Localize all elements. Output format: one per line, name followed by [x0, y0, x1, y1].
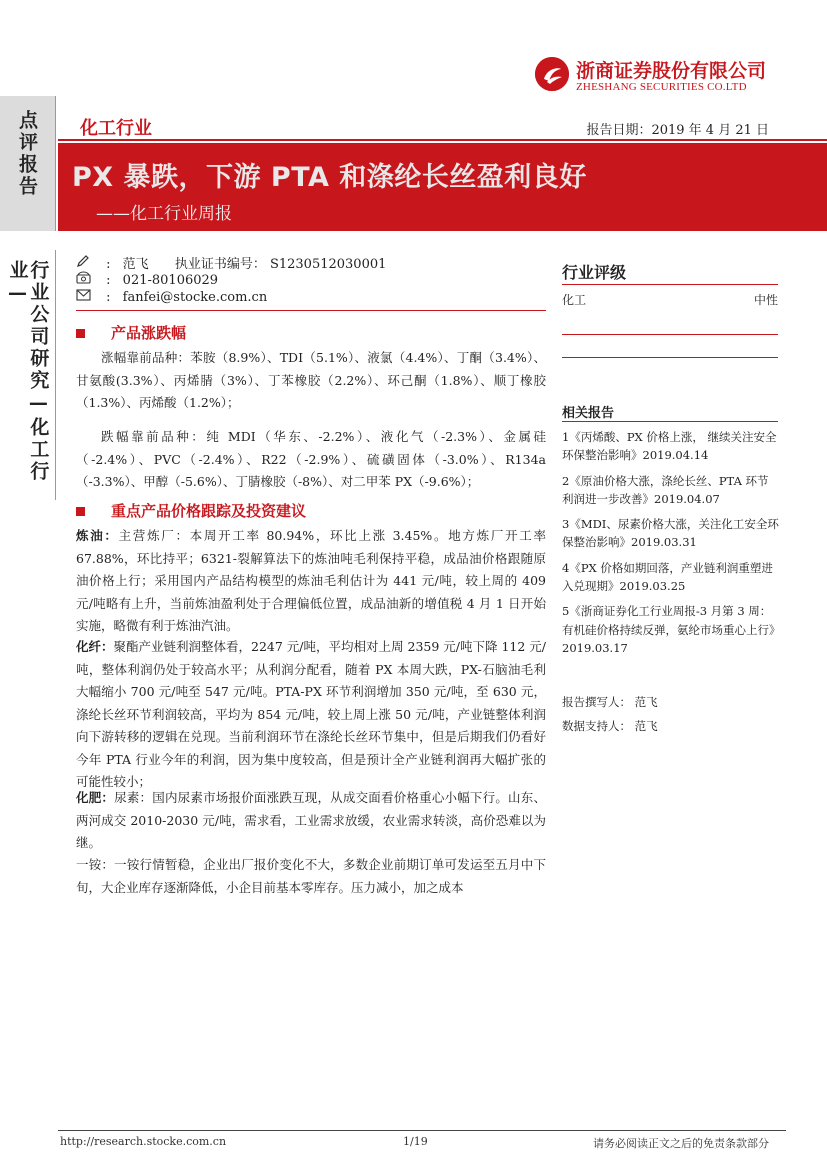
data-support: 数据支持人： 范飞: [562, 719, 658, 733]
fertilizer-paragraph: 化肥：尿素：国内尿素市场报价面涨跌互现，从成交面看价格重心小幅下行。山东、两河成交 2010-2030 元/吨，需求看，工业需求放缓，农业需求转淡，高价恐难以为继。: [76, 790, 546, 850]
related-report-item[interactable]: 4《PX 价格如期回落，产业链利润重塑进入兑现期》2019.03.25: [562, 560, 773, 594]
gainers-paragraph: 涨幅靠前品种：苯胺（8.9%）、TDI（5.1%）、液氯（4.4%）、丁酮（3.4%）、甘氨酸(3.3%）、丙烯腈（3%）、丁苯橡胶（2.2%）、环己酮（1.8%）、顺丁橡胶（1.3%）、丙烯酸（1.2%）；: [76, 350, 546, 410]
related-reports-title: 相关报告: [562, 406, 615, 421]
phone-number: 021-80106029: [122, 273, 219, 288]
refining-lead: 炼油：: [76, 528, 119, 543]
report-writer: 报告撰写人： 范飞: [562, 695, 658, 709]
fiber-lead: 化纤：: [76, 639, 114, 654]
license-number: 执业证书编号： S1230512030001: [174, 257, 387, 272]
page-number: 1/19: [403, 1135, 428, 1148]
industry-name: 化工行业: [80, 118, 152, 139]
fertilizer-lead: 化肥：: [76, 790, 115, 805]
section-heading-price-change: 产品涨跌幅: [76, 322, 186, 343]
email-row: : fanfei@stocke.com.cn: [76, 289, 267, 305]
header-divider: [58, 139, 827, 141]
analyst-name: 范飞: [122, 257, 149, 272]
footer-disclaimer: 请务必阅读正文之后的免责条款部分: [593, 1137, 769, 1150]
author-block: [562, 690, 658, 738]
rating-rule-2: [562, 334, 778, 335]
rating-row: [562, 291, 778, 308]
report-subtitle: ——化工行业周报: [96, 204, 232, 224]
analyst-row: : 范飞 执业证书编号： S1230512030001: [76, 253, 386, 272]
envelope-icon: [76, 289, 98, 305]
refining-paragraph: 炼油：主营炼厂：本周开工率 80.94%，环比上涨 3.45%。地方炼厂开工率 67.88%，环比持平；6321-裂解算法下的炼油吨毛利保持平稳，成品油价格跟随原油价格上行；采用国内产品结构模型的炼油毛利估计为 441 元/吨，较上周的 409 元/吨略有上升，当前炼油盈利处于合理偏低位置，成品油新的增值税 4 月 1 日开始实施，略微有利于炼油汽油。: [76, 528, 546, 633]
map-paragraph: 一铵：一铵行情暂稳，企业出厂报价变化不大，多数企业前期订单可发运至五月中下旬，大企业库存逐渐降低，小企目前基本零库存。压力减小，加之成本: [76, 857, 546, 895]
company-name-cn: 浙商证券股份有限公司: [576, 60, 767, 82]
rating-value: 中性: [753, 293, 778, 307]
related-report-item[interactable]: 2《原油价格大涨，涤纶长丝、PTA 环节利润进一步改善》2019.04.07: [562, 473, 769, 506]
report-date: 报告日期：2019 年 4 月 21 日: [586, 123, 769, 138]
related-reports-list: [562, 428, 780, 664]
rating-title: 行业评级: [562, 263, 627, 282]
rating-divider: [562, 284, 778, 285]
related-report-item[interactable]: 3《MDI、尿素价格大涨，关注化工安全环保整治影响》2019.03.31: [562, 517, 779, 550]
related-report-item[interactable]: 5《浙商证券化工行业周报-3 月第 3 周：有机硅价格持续反弹，氨纶市场重心上行》2019.03.17: [562, 604, 775, 655]
side-tab-review-label: 点评报告: [16, 110, 38, 198]
footer-divider: [58, 1130, 786, 1131]
contact-divider: [76, 310, 546, 311]
phone-row: : 021-80106029: [76, 271, 218, 288]
email-address[interactable]: fanfei@stocke.com.cn: [122, 290, 268, 305]
side-tab-review: [0, 96, 56, 231]
related-divider: [562, 421, 778, 422]
pen-icon: [76, 254, 98, 272]
report-title: PX 暴跌，下游 PTA 和涤纶长丝盈利良好: [72, 162, 587, 193]
side-tab-category: [0, 250, 56, 500]
phone-icon: [76, 271, 98, 288]
related-report-item[interactable]: 1《丙烯酸、PX 价格上涨， 继续关注安全环保整治影响》2019.04.14: [562, 430, 777, 463]
side-tab-category-label: 行业公司研究—化工行业—: [6, 260, 50, 483]
rating-rule-3: [562, 357, 778, 358]
company-logo-icon: [535, 57, 569, 91]
losers-paragraph: 跌幅靠前品种：纯 MDI（华东、-2.2%）、液化气（-2.3%）、金属硅（-2.4%）、PVC（-2.4%）、R22（-2.9%）、硫磺固体（-3.0%）、R134a（-3.3%）、甲醇（-5.6%）、丁腈橡胶（-8%）、对二甲苯 PX（-9.6%）；: [76, 429, 546, 489]
footer-url[interactable]: http://research.stocke.com.cn: [60, 1135, 227, 1148]
section-heading-price-tracking: 重点产品价格跟踪及投资建议: [76, 500, 306, 521]
section-bullet-icon: [76, 329, 85, 338]
rating-industry: 化工: [562, 293, 587, 307]
fiber-paragraph: 化纤：聚酯产业链利润整体看，2247 元/吨，平均相对上周 2359 元/吨下降 112 元/吨，整体利润仍处于较高水平；从利润分配看，随着 PX 本周大跌，PX-石脑油毛利大幅缩小 700 元/吨至 547 元/吨。PTA-PX 环节利润增加 350 元/吨，至 630 元，涤纶长丝环节利润较高，平均为 854 元/吨，较上周上涨 50 元/吨，产业链整体利润向下游转移的逻辑在兑现。当前利润环节在涤纶长丝环节集中，但是后期我们仍看好今年 PTA 行业今年的利润，因为集中度较高，但是预计全产业链利润再大幅扩张的可能性较小；: [76, 639, 546, 789]
company-name-en: ZHESHANG SECURITIES CO.LTD: [576, 81, 747, 93]
section-bullet-icon: [76, 507, 85, 516]
